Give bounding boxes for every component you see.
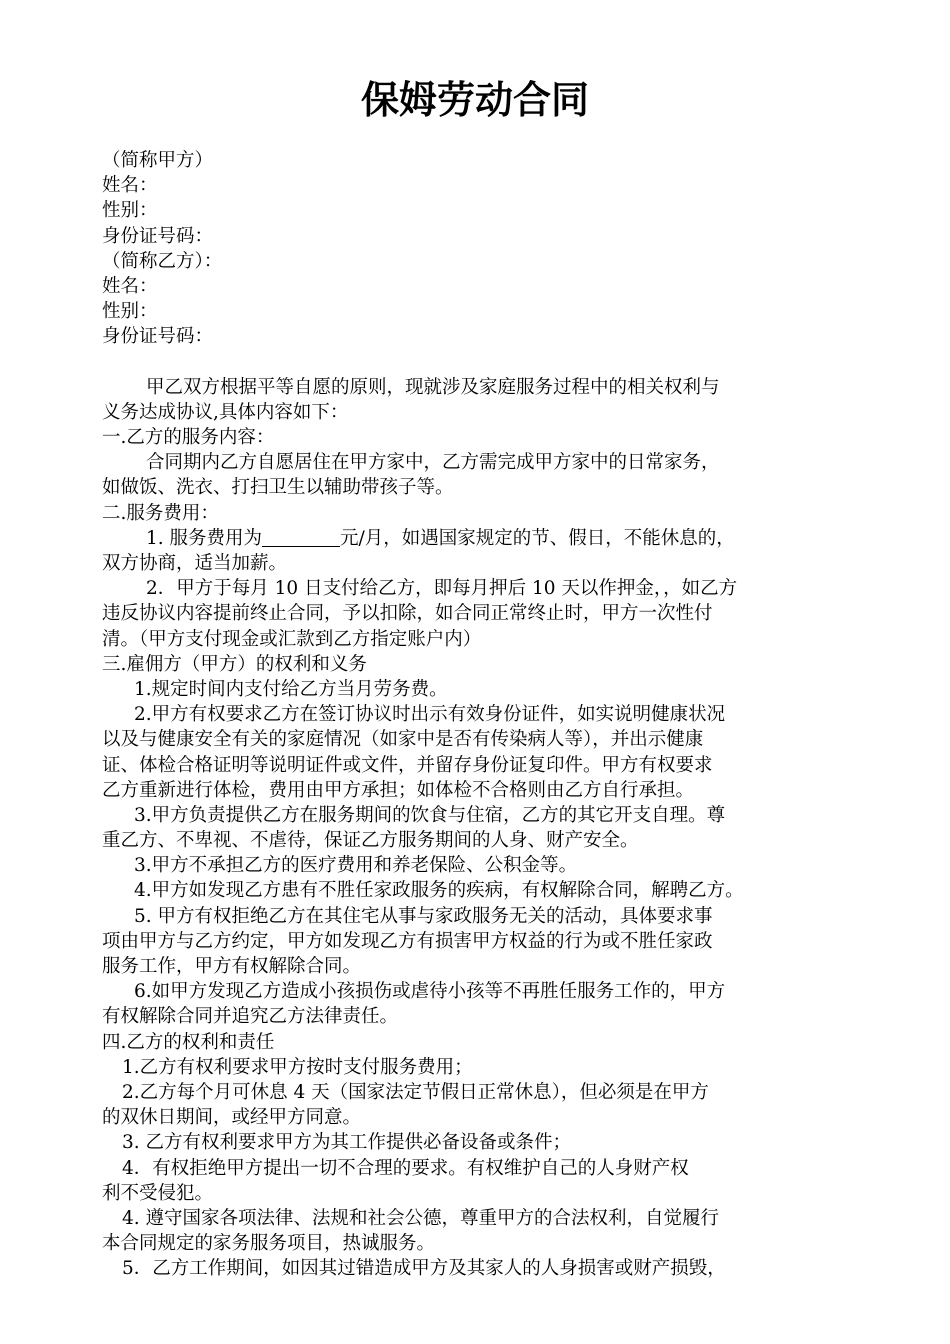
section-heading: 三.雇佣方（甲方）的权利和义务 [102,653,367,675]
party-b-label: （简称乙方）： [102,250,223,272]
paragraph-line: 重乙方、不卑视、不虐待，保证乙方服务期间的人身、财产安全。 [102,830,639,852]
party-a-id: 身份证号码： [102,225,214,247]
party-a-gender: 性别： [102,200,158,222]
fee-amount-blank [262,528,340,547]
paragraph-line: 合同期内乙方自愿居住在甲方家中，乙方需完成甲方家中的日常家务， [146,452,720,474]
intro-line: 义务达成协议,具体内容如下： [102,401,349,423]
paragraph-line: 2.甲方有权要求乙方在签订协议时出示有效身份证件，如实说明健康状况 [134,704,726,726]
party-a-name: 姓名： [102,175,158,197]
document-title: 保姆劳动合同 [360,77,589,122]
paragraph-line: 清。（甲方支付现金或汇款到乙方指定账户内） [102,628,482,650]
paragraph-line: 6.如甲方发现乙方造成小孩损伤或虐待小孩等不再胜任服务工作的，甲方 [134,981,726,1003]
paragraph-line: 3.甲方不承担乙方的医疗费用和养老保险、公积金等。 [134,855,578,877]
paragraph-line: 有权解除合同并追究乙方法律责任。 [102,1006,399,1028]
paragraph-line: 2.乙方每个月可休息 4 天（国家法定节假日正常休息），但必须是在甲方 [122,1081,709,1103]
party-b-gender: 性别： [102,301,158,323]
intro-line: 甲乙双方根据平等自愿的原则，现就涉及家庭服务过程中的相关权利与 [146,376,720,398]
section-heading: 一.乙方的服务内容： [102,427,275,449]
fee-line [102,526,872,551]
party-b-id: 身份证号码： [102,326,214,348]
party-b-name: 姓名： [102,275,158,297]
paragraph-line: 3. 乙方有权利要求甲方为其工作提供必备设备或条件； [122,1132,572,1154]
paragraph-line: 双方协商，适当加薪。 [102,553,288,574]
paragraph-line: 4．有权拒绝甲方提出一切不合理的要求。有权维护自己的人身财产权 [122,1157,689,1179]
paragraph-line: 以及与健康安全有关的家庭情况（如家中是否有传染病人等），并出示健康 [102,729,704,751]
paragraph-line: 4. 遵守国家各项法律、法规和社会公德，尊重甲方的合法权利，自觉履行 [122,1207,720,1229]
paragraph-line: 本合同规定的家务服务项目，热诚服务。 [102,1233,436,1255]
paragraph-line: 1.乙方有权利要求甲方按时支付服务费用； [122,1056,473,1078]
paragraph-line: 如做饭、洗衣、打扫卫生以辅助带孩子等。 [102,477,454,499]
paragraph-line: 利不受侵犯。 [102,1182,214,1204]
paragraph-line: 服务工作，甲方有权解除合同。 [102,956,362,977]
paragraph-line: 3.甲方负责提供乙方在服务期间的饮食与住宿，乙方的其它开支自理。尊 [134,804,726,826]
paragraph-line: 4.甲方如发现乙方患有不胜任家政服务的疾病，有权解除合同，解聘乙方。 [134,880,744,902]
paragraph-line: 1.规定时间内支付给乙方当月劳务费。 [134,678,448,700]
paragraph-line: 5．乙方工作期间，如因其过错造成甲方及其家人的人身损害或财产损毁， [122,1258,726,1280]
fee-prefix: 1. 服务费用为 [146,527,263,549]
section-heading: 四.乙方的权利和责任 [102,1031,275,1053]
party-a-label: （简称甲方） [102,150,214,171]
section-heading: 二.服务费用： [102,502,219,524]
paragraph-line: 项由甲方与乙方约定，甲方如发现乙方有损害甲方权益的行为或不胜任家政 [102,930,713,952]
spacer [102,350,872,375]
paragraph-line: 违反协议内容提前终止合同，予以扣除，如合同正常终止时，甲方一次性付 [102,603,713,625]
paragraph-line: 2．甲方于每月 10 日支付给乙方，即每月押后 10 天以作押金，，如乙方 [146,578,738,600]
fee-suffix: 元/月，如遇国家规定的节、假日，不能休息的， [340,527,735,549]
contract-body [102,148,872,1281]
paragraph-line: 证、体检合格证明等说明证件或文件，并留存身份证复印件。甲方有权要求 [102,754,713,776]
paragraph-line: 乙方重新进行体检，费用由甲方承担；如体检不合格则由乙方自行承担。 [102,779,695,801]
paragraph-line: 5. 甲方有权拒绝乙方在其住宅从事与家政服务无关的活动，具体要求事 [134,905,713,927]
paragraph-line: 的双休日期间，或经甲方同意。 [102,1107,362,1129]
